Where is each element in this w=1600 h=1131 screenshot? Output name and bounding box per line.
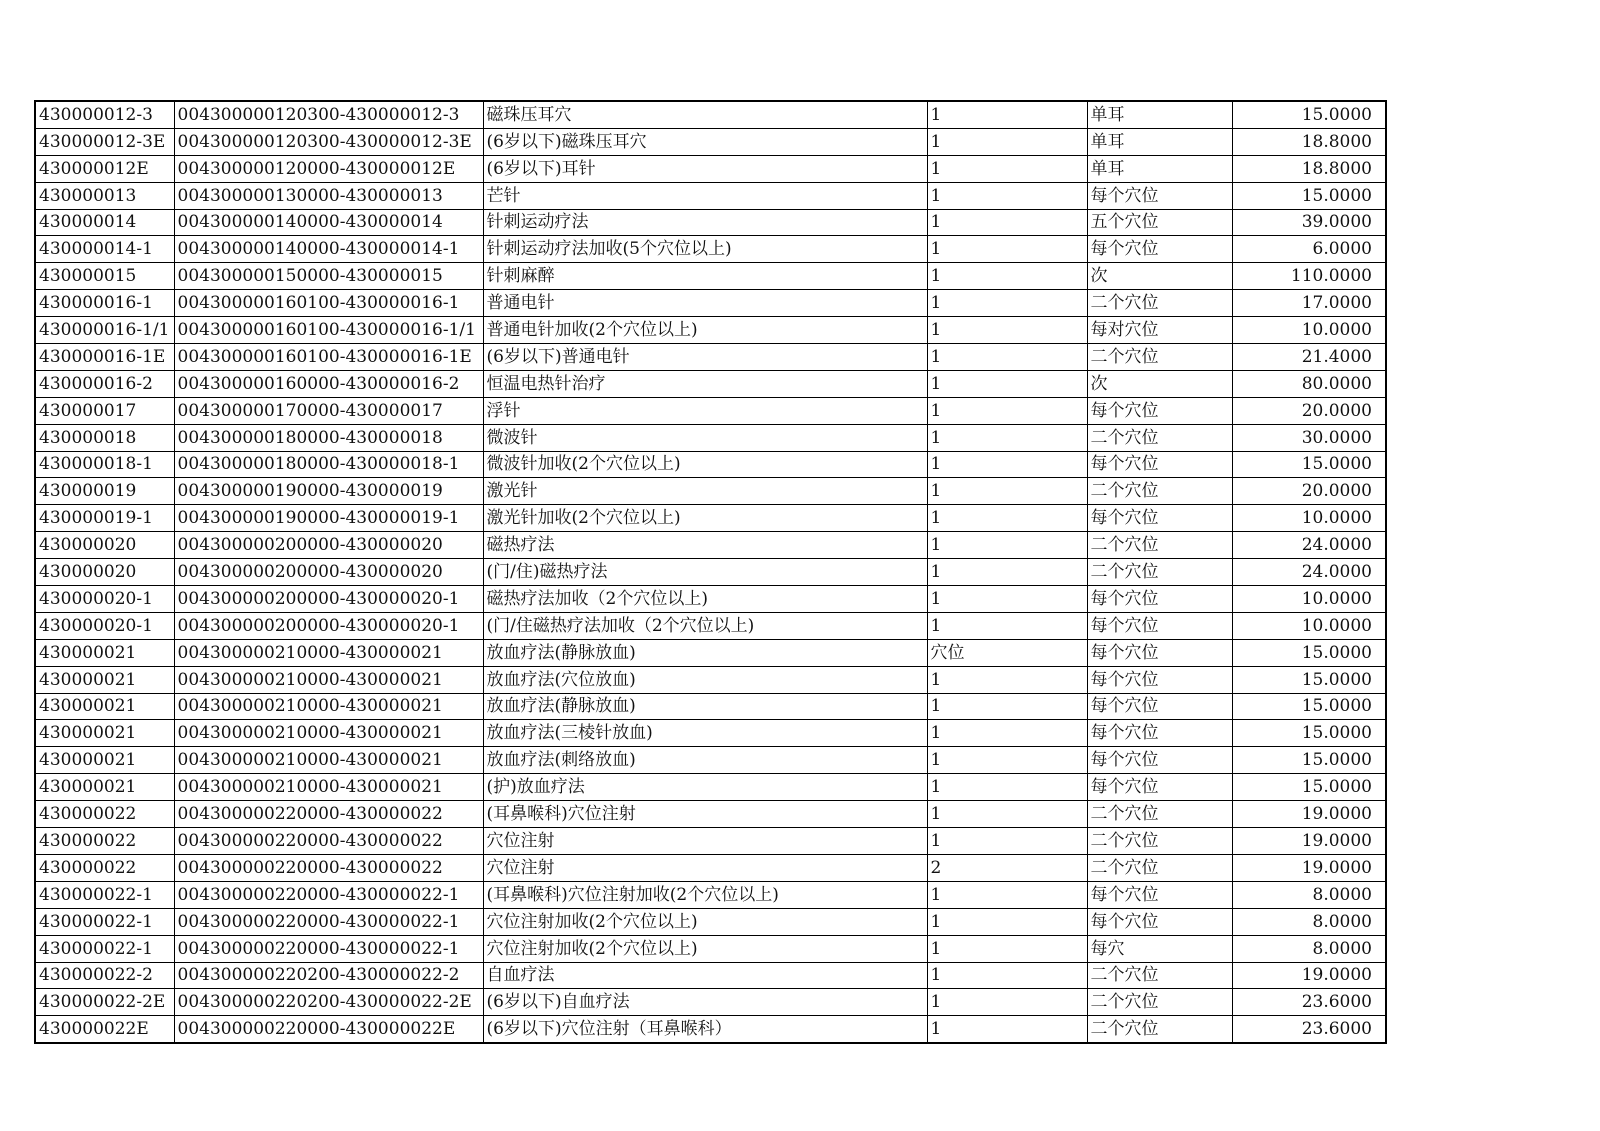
item-name-cell: 放血疗法(静脉放血)	[483, 693, 927, 720]
item-name-cell: 针刺运动疗法	[483, 209, 927, 236]
item-code-cell: 430000021	[35, 639, 174, 666]
unit-cell: 二个穴位	[1087, 559, 1232, 586]
unit-cell: 每个穴位	[1087, 747, 1232, 774]
full-code-cell: 004300000190000-430000019	[174, 478, 483, 505]
full-code-cell: 004300000120300-430000012-3	[174, 101, 483, 128]
table-row	[35, 612, 1386, 639]
item-name-cell: 激光针加收(2个穴位以上)	[483, 505, 927, 532]
quantity-cell: 2	[927, 854, 1087, 881]
item-name-cell: (6岁以下)穴位注射（耳鼻喉科）	[483, 1016, 927, 1043]
price-cell: 15.0000	[1232, 101, 1386, 128]
full-code-cell: 004300000210000-430000021	[174, 639, 483, 666]
full-code-cell: 004300000160100-430000016-1E	[174, 344, 483, 371]
full-code-cell: 004300000210000-430000021	[174, 693, 483, 720]
quantity-cell: 1	[927, 101, 1087, 128]
price-cell: 15.0000	[1232, 451, 1386, 478]
price-cell: 10.0000	[1232, 612, 1386, 639]
unit-cell: 每个穴位	[1087, 774, 1232, 801]
price-cell: 15.0000	[1232, 774, 1386, 801]
item-name-cell: 微波针加收(2个穴位以上)	[483, 451, 927, 478]
price-cell: 20.0000	[1232, 397, 1386, 424]
item-name-cell: (耳鼻喉科)穴位注射	[483, 801, 927, 828]
table-row	[35, 666, 1386, 693]
table-row	[35, 854, 1386, 881]
item-name-cell: 放血疗法(穴位放血)	[483, 666, 927, 693]
quantity-cell: 1	[927, 935, 1087, 962]
quantity-cell: 1	[927, 424, 1087, 451]
item-code-cell: 430000022-1	[35, 935, 174, 962]
item-name-cell: 普通电针	[483, 290, 927, 317]
unit-cell: 二个穴位	[1087, 854, 1232, 881]
item-name-cell: 针刺麻醉	[483, 263, 927, 290]
price-cell: 15.0000	[1232, 639, 1386, 666]
item-name-cell: 磁热疗法	[483, 532, 927, 559]
table-row	[35, 639, 1386, 666]
item-code-cell: 430000022-2E	[35, 989, 174, 1016]
unit-cell: 每对穴位	[1087, 317, 1232, 344]
unit-cell: 每个穴位	[1087, 720, 1232, 747]
quantity-cell: 1	[927, 370, 1087, 397]
item-name-cell: 恒温电热针治疗	[483, 370, 927, 397]
item-name-cell: (门/住)磁热疗法	[483, 559, 927, 586]
item-name-cell: (6岁以下)普通电针	[483, 344, 927, 371]
price-cell: 20.0000	[1232, 478, 1386, 505]
quantity-cell: 1	[927, 828, 1087, 855]
price-cell: 23.6000	[1232, 989, 1386, 1016]
unit-cell: 二个穴位	[1087, 290, 1232, 317]
unit-cell: 每个穴位	[1087, 612, 1232, 639]
price-cell: 30.0000	[1232, 424, 1386, 451]
price-cell: 24.0000	[1232, 559, 1386, 586]
item-code-cell: 430000020-1	[35, 612, 174, 639]
price-cell: 8.0000	[1232, 881, 1386, 908]
quantity-cell: 1	[927, 881, 1087, 908]
table-row	[35, 505, 1386, 532]
item-code-cell: 430000021	[35, 720, 174, 747]
quantity-cell: 1	[927, 1016, 1087, 1043]
full-code-cell: 004300000220200-430000022-2E	[174, 989, 483, 1016]
price-cell: 18.8000	[1232, 155, 1386, 182]
quantity-cell: 1	[927, 774, 1087, 801]
item-code-cell: 430000016-1	[35, 290, 174, 317]
full-code-cell: 004300000210000-430000021	[174, 774, 483, 801]
unit-cell: 每个穴位	[1087, 639, 1232, 666]
unit-cell: 二个穴位	[1087, 344, 1232, 371]
price-cell: 19.0000	[1232, 801, 1386, 828]
full-code-cell: 004300000130000-430000013	[174, 182, 483, 209]
unit-cell: 每个穴位	[1087, 586, 1232, 613]
item-code-cell: 430000022	[35, 854, 174, 881]
full-code-cell: 004300000220000-430000022	[174, 801, 483, 828]
quantity-cell: 1	[927, 720, 1087, 747]
table-row	[35, 263, 1386, 290]
full-code-cell: 004300000220000-430000022-1	[174, 908, 483, 935]
full-code-cell: 004300000200000-430000020-1	[174, 612, 483, 639]
item-code-cell: 430000013	[35, 182, 174, 209]
unit-cell: 每个穴位	[1087, 693, 1232, 720]
item-code-cell: 430000015	[35, 263, 174, 290]
item-code-cell: 430000014-1	[35, 236, 174, 263]
unit-cell: 每个穴位	[1087, 505, 1232, 532]
item-code-cell: 430000016-2	[35, 370, 174, 397]
quantity-cell: 1	[927, 532, 1087, 559]
quantity-cell: 1	[927, 612, 1087, 639]
item-code-cell: 430000022	[35, 801, 174, 828]
table-row	[35, 586, 1386, 613]
quantity-cell: 1	[927, 344, 1087, 371]
unit-cell: 次	[1087, 263, 1232, 290]
table-row	[35, 478, 1386, 505]
table-row	[35, 290, 1386, 317]
full-code-cell: 004300000160100-430000016-1	[174, 290, 483, 317]
unit-cell: 每个穴位	[1087, 236, 1232, 263]
quantity-cell: 1	[927, 236, 1087, 263]
item-name-cell: 激光针	[483, 478, 927, 505]
quantity-cell: 1	[927, 505, 1087, 532]
price-cell: 17.0000	[1232, 290, 1386, 317]
unit-cell: 二个穴位	[1087, 424, 1232, 451]
full-code-cell: 004300000180000-430000018-1	[174, 451, 483, 478]
price-cell: 110.0000	[1232, 263, 1386, 290]
full-code-cell: 004300000140000-430000014-1	[174, 236, 483, 263]
quantity-cell: 1	[927, 263, 1087, 290]
item-name-cell: 磁热疗法加收（2个穴位以上)	[483, 586, 927, 613]
price-cell: 15.0000	[1232, 720, 1386, 747]
price-cell: 8.0000	[1232, 908, 1386, 935]
price-cell: 6.0000	[1232, 236, 1386, 263]
item-name-cell: 放血疗法(刺络放血)	[483, 747, 927, 774]
unit-cell: 次	[1087, 370, 1232, 397]
price-cell: 10.0000	[1232, 586, 1386, 613]
item-code-cell: 430000021	[35, 774, 174, 801]
unit-cell: 每个穴位	[1087, 451, 1232, 478]
full-code-cell: 004300000170000-430000017	[174, 397, 483, 424]
table-row	[35, 801, 1386, 828]
full-code-cell: 004300000220000-430000022	[174, 854, 483, 881]
item-name-cell: 放血疗法(静脉放血)	[483, 639, 927, 666]
full-code-cell: 004300000210000-430000021	[174, 720, 483, 747]
full-code-cell: 004300000210000-430000021	[174, 747, 483, 774]
item-code-cell: 430000021	[35, 747, 174, 774]
quantity-cell: 1	[927, 586, 1087, 613]
table-row	[35, 559, 1386, 586]
item-code-cell: 430000018	[35, 424, 174, 451]
item-name-cell: 普通电针加收(2个穴位以上)	[483, 317, 927, 344]
unit-cell: 二个穴位	[1087, 532, 1232, 559]
item-name-cell: 自血疗法	[483, 962, 927, 989]
full-code-cell: 004300000180000-430000018	[174, 424, 483, 451]
item-code-cell: 430000012-3E	[35, 128, 174, 155]
item-code-cell: 430000018-1	[35, 451, 174, 478]
item-code-cell: 430000017	[35, 397, 174, 424]
full-code-cell: 004300000160000-430000016-2	[174, 370, 483, 397]
item-name-cell: 芒针	[483, 182, 927, 209]
price-cell: 18.8000	[1232, 128, 1386, 155]
quantity-cell: 穴位	[927, 639, 1087, 666]
table-row	[35, 182, 1386, 209]
item-code-cell: 430000021	[35, 693, 174, 720]
item-name-cell: (6岁以下)自血疗法	[483, 989, 927, 1016]
unit-cell: 每个穴位	[1087, 397, 1232, 424]
item-name-cell: 浮针	[483, 397, 927, 424]
price-cell: 19.0000	[1232, 962, 1386, 989]
quantity-cell: 1	[927, 962, 1087, 989]
unit-cell: 每个穴位	[1087, 881, 1232, 908]
item-name-cell: 微波针	[483, 424, 927, 451]
table-row	[35, 370, 1386, 397]
item-name-cell: (护)放血疗法	[483, 774, 927, 801]
quantity-cell: 1	[927, 801, 1087, 828]
unit-cell: 单耳	[1087, 155, 1232, 182]
item-code-cell: 430000014	[35, 209, 174, 236]
price-cell: 19.0000	[1232, 828, 1386, 855]
item-code-cell: 430000019-1	[35, 505, 174, 532]
unit-cell: 二个穴位	[1087, 962, 1232, 989]
item-code-cell: 430000019	[35, 478, 174, 505]
full-code-cell: 004300000150000-430000015	[174, 263, 483, 290]
full-code-cell: 004300000220000-430000022-1	[174, 881, 483, 908]
item-code-cell: 430000020	[35, 532, 174, 559]
item-name-cell: 穴位注射加收(2个穴位以上)	[483, 908, 927, 935]
price-cell: 23.6000	[1232, 1016, 1386, 1043]
quantity-cell: 1	[927, 478, 1087, 505]
quantity-cell: 1	[927, 908, 1087, 935]
item-name-cell: 穴位注射加收(2个穴位以上)	[483, 935, 927, 962]
unit-cell: 单耳	[1087, 128, 1232, 155]
item-code-cell: 430000022-1	[35, 908, 174, 935]
table-row	[35, 935, 1386, 962]
unit-cell: 五个穴位	[1087, 209, 1232, 236]
full-code-cell: 004300000140000-430000014	[174, 209, 483, 236]
table-row	[35, 532, 1386, 559]
unit-cell: 每个穴位	[1087, 666, 1232, 693]
item-code-cell: 430000016-1/1	[35, 317, 174, 344]
table-row	[35, 881, 1386, 908]
quantity-cell: 1	[927, 451, 1087, 478]
item-code-cell: 430000022-2	[35, 962, 174, 989]
unit-cell: 单耳	[1087, 101, 1232, 128]
full-code-cell: 004300000190000-430000019-1	[174, 505, 483, 532]
item-name-cell: (6岁以下)磁珠压耳穴	[483, 128, 927, 155]
table-row	[35, 101, 1386, 128]
price-cell: 21.4000	[1232, 344, 1386, 371]
quantity-cell: 1	[927, 128, 1087, 155]
quantity-cell: 1	[927, 209, 1087, 236]
unit-cell: 二个穴位	[1087, 1016, 1232, 1043]
full-code-cell: 004300000220000-430000022	[174, 828, 483, 855]
unit-cell: 二个穴位	[1087, 801, 1232, 828]
quantity-cell: 1	[927, 182, 1087, 209]
quantity-cell: 1	[927, 155, 1087, 182]
table-row	[35, 828, 1386, 855]
price-cell: 15.0000	[1232, 182, 1386, 209]
unit-cell: 二个穴位	[1087, 828, 1232, 855]
item-name-cell: (6岁以下)耳针	[483, 155, 927, 182]
price-cell: 10.0000	[1232, 505, 1386, 532]
price-cell: 19.0000	[1232, 854, 1386, 881]
price-cell: 80.0000	[1232, 370, 1386, 397]
full-code-cell: 004300000200000-430000020	[174, 559, 483, 586]
full-code-cell: 004300000120300-430000012-3E	[174, 128, 483, 155]
full-code-cell: 004300000120000-430000012E	[174, 155, 483, 182]
full-code-cell: 004300000160100-430000016-1/1	[174, 317, 483, 344]
full-code-cell: 004300000210000-430000021	[174, 666, 483, 693]
table-row	[35, 747, 1386, 774]
full-code-cell: 004300000220200-430000022-2	[174, 962, 483, 989]
item-code-cell: 430000021	[35, 666, 174, 693]
item-code-cell: 430000016-1E	[35, 344, 174, 371]
item-name-cell: 放血疗法(三棱针放血)	[483, 720, 927, 747]
item-code-cell: 430000022	[35, 828, 174, 855]
quantity-cell: 1	[927, 747, 1087, 774]
item-name-cell: (门/住磁热疗法加收（2个穴位以上)	[483, 612, 927, 639]
item-name-cell: 穴位注射	[483, 828, 927, 855]
table-row	[35, 908, 1386, 935]
quantity-cell: 1	[927, 666, 1087, 693]
price-cell: 15.0000	[1232, 666, 1386, 693]
price-cell: 39.0000	[1232, 209, 1386, 236]
unit-cell: 二个穴位	[1087, 478, 1232, 505]
table-row	[35, 317, 1386, 344]
unit-cell: 二个穴位	[1087, 989, 1232, 1016]
price-cell: 10.0000	[1232, 317, 1386, 344]
table-body	[35, 101, 1386, 1043]
price-cell: 8.0000	[1232, 935, 1386, 962]
table-row	[35, 1016, 1386, 1043]
price-table	[34, 100, 1387, 1044]
unit-cell: 每个穴位	[1087, 182, 1232, 209]
full-code-cell: 004300000200000-430000020	[174, 532, 483, 559]
table-row	[35, 720, 1386, 747]
item-code-cell: 430000022E	[35, 1016, 174, 1043]
unit-cell: 每个穴位	[1087, 908, 1232, 935]
item-name-cell: 针刺运动疗法加收(5个穴位以上)	[483, 236, 927, 263]
quantity-cell: 1	[927, 693, 1087, 720]
table-row	[35, 451, 1386, 478]
item-code-cell: 430000020	[35, 559, 174, 586]
item-name-cell: (耳鼻喉科)穴位注射加收(2个穴位以上)	[483, 881, 927, 908]
item-name-cell: 磁珠压耳穴	[483, 101, 927, 128]
table-row	[35, 155, 1386, 182]
table-row	[35, 397, 1386, 424]
table-row	[35, 693, 1386, 720]
table-row	[35, 424, 1386, 451]
unit-cell: 每穴	[1087, 935, 1232, 962]
item-code-cell: 430000020-1	[35, 586, 174, 613]
table-row	[35, 962, 1386, 989]
table-row	[35, 236, 1386, 263]
table-row	[35, 774, 1386, 801]
quantity-cell: 1	[927, 290, 1087, 317]
item-code-cell: 430000012-3	[35, 101, 174, 128]
full-code-cell: 004300000220000-430000022-1	[174, 935, 483, 962]
item-code-cell: 430000012E	[35, 155, 174, 182]
price-cell: 15.0000	[1232, 747, 1386, 774]
quantity-cell: 1	[927, 317, 1087, 344]
item-name-cell: 穴位注射	[483, 854, 927, 881]
full-code-cell: 004300000220000-430000022E	[174, 1016, 483, 1043]
quantity-cell: 1	[927, 559, 1087, 586]
full-code-cell: 004300000200000-430000020-1	[174, 586, 483, 613]
price-cell: 24.0000	[1232, 532, 1386, 559]
item-code-cell: 430000022-1	[35, 881, 174, 908]
price-cell: 15.0000	[1232, 693, 1386, 720]
quantity-cell: 1	[927, 989, 1087, 1016]
table-row	[35, 209, 1386, 236]
table-row	[35, 128, 1386, 155]
quantity-cell: 1	[927, 397, 1087, 424]
table-row	[35, 344, 1386, 371]
table-row	[35, 989, 1386, 1016]
